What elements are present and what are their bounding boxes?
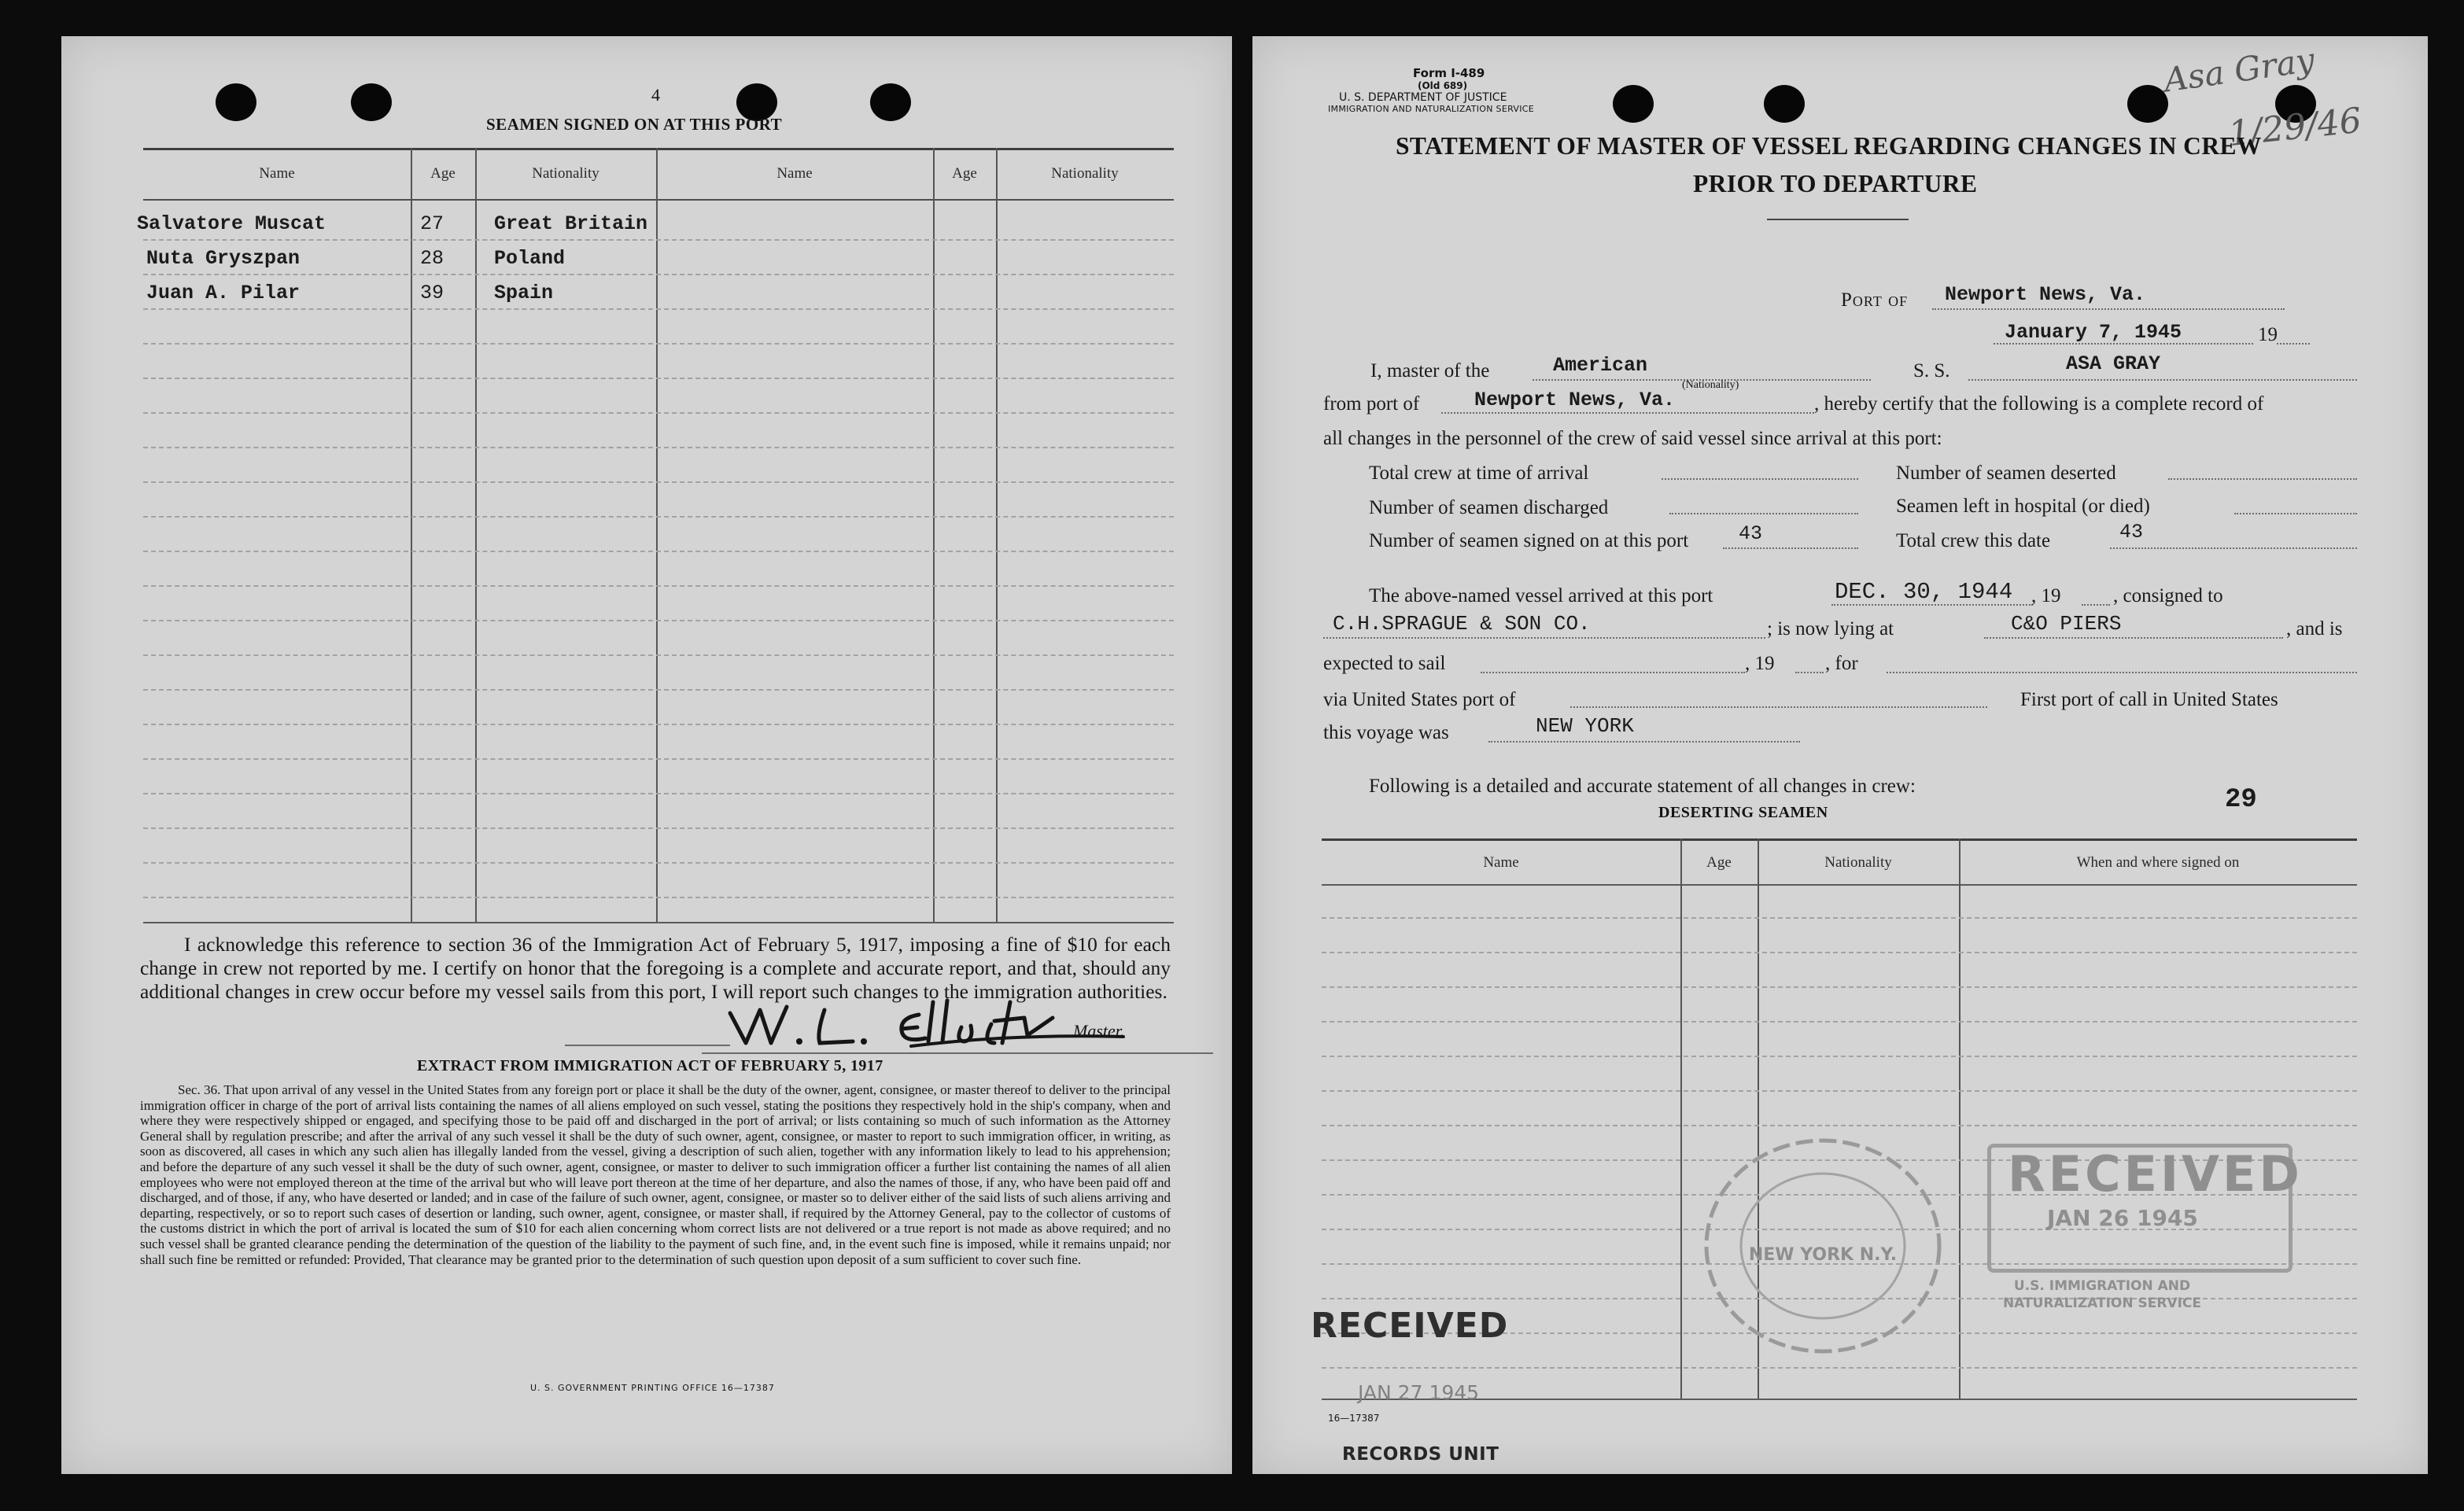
right-page xyxy=(1252,36,2428,1474)
column-header-name: Name xyxy=(259,165,295,182)
following-text: Following is a detailed and accurate statement of all changes in crew: xyxy=(1369,776,1916,797)
total-arrival-label: Total crew at time of arrival xyxy=(1369,463,1589,484)
ship-name: ASA GRAY xyxy=(2066,352,2161,375)
certify-text: , hereby certify that the following is a complete record of xyxy=(1814,393,2264,415)
round-stamp-text: NEW YORK N.Y. xyxy=(1748,1245,1898,1265)
received-box-label: RECEIVED xyxy=(2008,1145,2303,1203)
form-old: (Old 689) xyxy=(1418,80,1468,91)
deserting-title: DESERTING SEAMEN xyxy=(1658,804,1828,821)
deserted-label: Number of seamen deserted xyxy=(1896,463,2116,484)
seaman-name: Salvatore Muscat xyxy=(137,212,326,235)
arrived-label: The above-named vessel arrived at this port xyxy=(1369,585,1713,606)
master-label: Master. xyxy=(1073,1021,1125,1041)
and-is-label: , and is xyxy=(2286,618,2343,639)
page-number: 4 xyxy=(651,85,660,105)
date-suffix: 19 xyxy=(2258,324,2278,345)
seaman-nationality: Poland xyxy=(494,247,566,270)
hospital-label: Seamen left in hospital (or died) xyxy=(1896,496,2150,517)
left-page xyxy=(61,36,1232,1474)
voyage-value: NEW YORK xyxy=(1536,714,1634,738)
punch-hole xyxy=(870,83,911,121)
via-label: via United States port of xyxy=(1323,689,1516,710)
column-header-signed-on: When and where signed on xyxy=(2076,854,2240,871)
voyage-label: this voyage was xyxy=(1323,722,1449,743)
column-header-name: Name xyxy=(776,165,813,182)
arrived-value: DEC. 30, 1944 xyxy=(1835,579,2013,605)
punch-hole xyxy=(351,83,392,121)
column-header-nationality: Nationality xyxy=(1824,854,1892,871)
seaman-name: Juan A. Pilar xyxy=(146,282,301,304)
signed-on-label: Number of seamen signed on at this port xyxy=(1369,530,1689,551)
consignee-value: C.H.SPRAGUE & SON CO. xyxy=(1333,612,1591,636)
port-label: Port of xyxy=(1841,289,1909,311)
printer-line: U. S. GOVERNMENT PRINTING OFFICE 16—17387 xyxy=(530,1383,775,1393)
received-box-sub: U.S. IMMIGRATION AND NATURALIZATION SERVICE xyxy=(2002,1278,2202,1311)
lying-label: ; is now lying at xyxy=(1767,618,1894,639)
date-value: January 7, 1945 xyxy=(2005,321,2182,344)
service: IMMIGRATION AND NATURALIZATION SERVICE xyxy=(1328,104,1535,114)
extract-text: Sec. 36. That upon arrival of any vessel in the United States from any foreign port or place it shall be the duty of the owner, agent, consignee, or master thereof to deliver to the principal immigration officer in charge of the port of arrival lists containing the names of all aliens employed on such vessel, stating the positions they respectively hold in the ship's company, when and where they were respectively shipped or engaged, and specifying those to be paid off and discharged in the port of arrival; or lists containing so much of such information as the Attorney General shall by regulation prescribe; and after the arrival of any such vessel it shall be the duty of such owner, agent, consignee, or master to report to such immigration officer, in writing, as soon as discovered, all cases in which any such alien has illegally landed from the vessel, giving a description of such alien, together with any information likely to lead to his apprehension; and before the departure of any such vessel it shall be the duty of such owner, agent, consignee, or master to deliver to such immigration officer a further list containing the names of all alien employees who were not employed thereon at the time of the arrival but who will leave port thereon at the time of her departure, and also the names of those, if any, who have been paid off and discharged, and of those, if any, who have deserted or landed; and in case of the failure of such owner, agent, consignee, or master so to deliver either of the said lists of such aliens arriving and departing, respectively, or so to report such cases of desertion or landing, such owner, agent, consignee, or master shall, if required by the Attorney General, pay to the collector of customs of the customs district in which the port of arrival is located the sum of $10 for each alien concerning whom correct lists are not delivered or a true report is not made as above required; and no such vessel shall be granted clearance pending the determination of the question of the liability to the payment of such fine, and, in the event such fine is imposed, while it remains unpaid; nor shall such fine be remitted or refunded: Provided, That clearance may be granted prior to the determination of such question upon deposit of a sum sufficient to cover such fine. xyxy=(140,1082,1171,1267)
arrived-suffix: , 19 xyxy=(2031,585,2061,606)
from-port-value: Newport News, Va. xyxy=(1474,389,1676,411)
punch-hole xyxy=(216,83,256,121)
number-29: 29 xyxy=(2225,785,2257,815)
section-title: SEAMEN SIGNED ON AT THIS PORT xyxy=(486,115,783,134)
consigned-label: , consigned to xyxy=(2113,585,2223,606)
divider xyxy=(565,1045,730,1046)
ss-label: S. S. xyxy=(1913,360,1950,381)
total-date-label: Total crew this date xyxy=(1896,530,2051,551)
title-underline xyxy=(1767,219,1909,220)
expected-suffix: , 19 xyxy=(1745,653,1775,674)
signature-line xyxy=(702,1052,1213,1054)
for-label: , for xyxy=(1825,653,1858,674)
seaman-name: Nuta Gryszpan xyxy=(146,247,301,270)
punch-hole xyxy=(1613,85,1654,123)
first-port-label: First port of call in United States xyxy=(2020,689,2278,710)
certification-text: I acknowledge this reference to section 36 of the Immigration Act of February 5, 1917, imposing a fine of $10 for each change in crew not reported by me. I certify on honor that the foregoing is a complete and accurate report, and that, should any additional changes in crew occur before my vessel sails from this port, I will report such changes to the immigration authorities. xyxy=(140,933,1171,1003)
column-header-nationality: Nationality xyxy=(1051,165,1119,182)
seaman-age: 39 xyxy=(420,282,444,304)
handwritten-note-2: 1/29/46 xyxy=(2226,100,2364,155)
lying-value: C&O PIERS xyxy=(2011,612,2122,636)
column-header-name: Name xyxy=(1483,854,1519,871)
column-header-age: Age xyxy=(430,165,456,182)
seaman-nationality: Spain xyxy=(494,282,554,304)
total-date-value: 43 xyxy=(2119,521,2144,544)
all-changes-text: all changes in the personnel of the crew of said vessel since arrival at this port: xyxy=(1323,428,1942,449)
master-prefix: I, master of the xyxy=(1370,360,1490,381)
seaman-nationality: Great Britain xyxy=(494,212,648,235)
signed-on-value: 43 xyxy=(1739,522,1763,545)
department: U. S. DEPARTMENT OF JUSTICE xyxy=(1339,91,1507,104)
received-box-date: JAN 26 1945 xyxy=(2047,1205,2198,1231)
handwritten-note-1: Asa Gray xyxy=(2161,40,2318,100)
port-value: Newport News, Va. xyxy=(1945,283,2146,306)
document-title-line-1: STATEMENT OF MASTER OF VESSEL REGARDING CHANGES IN CREW xyxy=(1396,132,2262,160)
discharged-label: Number of seamen discharged xyxy=(1369,497,1609,518)
extract-title: EXTRACT FROM IMMIGRATION ACT OF FEBRUARY 5, 1917 xyxy=(417,1057,883,1074)
records-unit: RECORDS UNIT xyxy=(1342,1444,1499,1465)
column-header-nationality: Nationality xyxy=(532,165,599,182)
nationality-value: American xyxy=(1553,354,1648,377)
from-port-label: from port of xyxy=(1323,393,1420,415)
punch-hole xyxy=(1764,85,1805,123)
nationality-caption: (Nationality) xyxy=(1682,379,1739,391)
expected-label: expected to sail xyxy=(1323,653,1446,674)
seaman-age: 27 xyxy=(420,212,444,235)
footer-code: 16—17387 xyxy=(1328,1413,1380,1424)
round-stamp xyxy=(1693,1128,1953,1364)
column-header-age: Age xyxy=(952,165,977,182)
received-stamp-date: JAN 27 1945 xyxy=(1358,1381,1480,1404)
received-stamp: RECEIVED xyxy=(1311,1306,1509,1346)
seaman-age: 28 xyxy=(420,247,444,270)
document-title-line-2: PRIOR TO DEPARTURE xyxy=(1693,170,1978,197)
column-header-age: Age xyxy=(1706,854,1732,871)
form-number: Form I-489 xyxy=(1413,66,1485,80)
